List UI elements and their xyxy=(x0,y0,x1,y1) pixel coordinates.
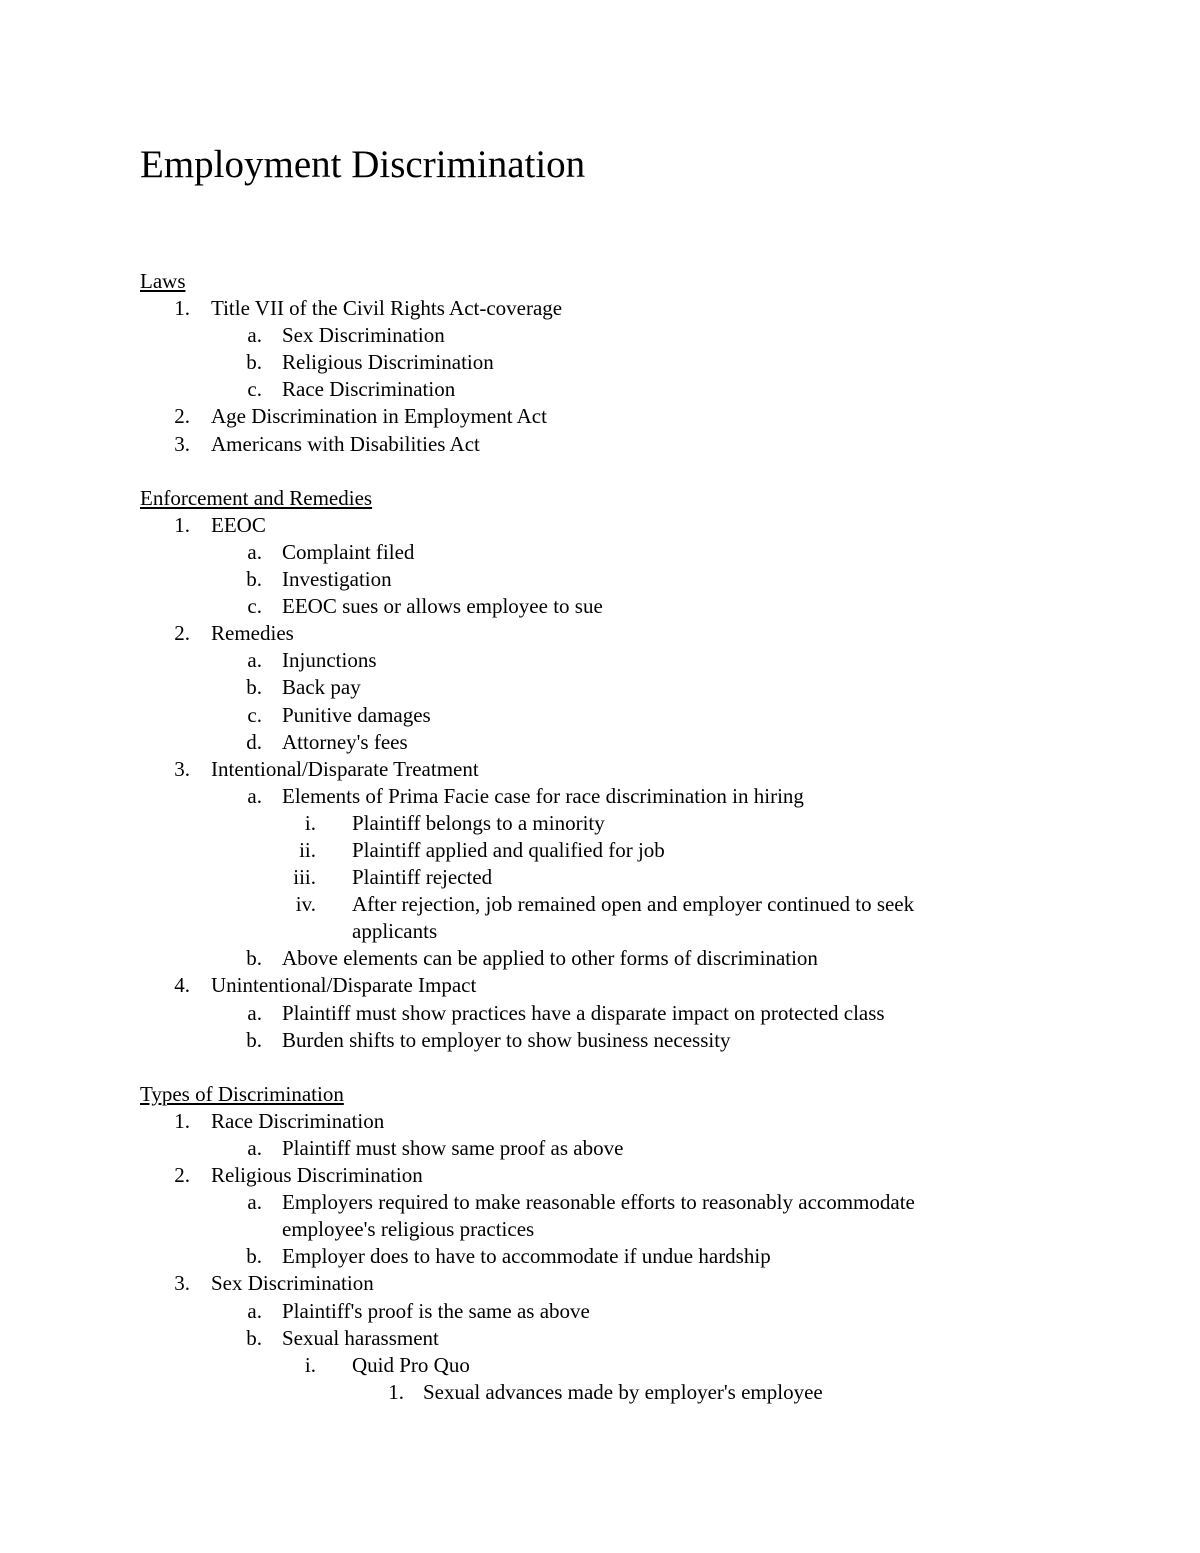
list-marker: 1. xyxy=(388,1379,404,1404)
list-item-text-continuation: employee's religious practices xyxy=(282,1217,535,1242)
list-item xyxy=(140,1243,1020,1270)
list-item-text: Plaintiff rejected xyxy=(352,865,493,890)
list-marker: 1. xyxy=(174,512,190,537)
list-marker: i. xyxy=(304,810,316,835)
list-item-text: Race Discrimination xyxy=(211,1108,385,1133)
list-marker: c. xyxy=(247,702,262,727)
list-item xyxy=(140,1270,1020,1297)
list-marker: b. xyxy=(246,946,262,971)
list-marker: a. xyxy=(247,1000,262,1025)
list-marker: 4. xyxy=(174,973,190,998)
list-marker: b. xyxy=(246,1027,262,1052)
list-item-text: Plaintiff applied and qualified for job xyxy=(352,837,665,862)
list-item-text: Plaintiff must show same proof as above xyxy=(282,1136,624,1160)
list-item xyxy=(140,403,1020,430)
list-item xyxy=(140,431,1020,458)
list-marker: iii. xyxy=(293,865,316,890)
document-body xyxy=(140,268,1020,1406)
list-item-continuation xyxy=(140,1216,1020,1243)
list-item xyxy=(140,674,1020,701)
list-item xyxy=(140,566,1020,593)
list-item xyxy=(140,1298,1020,1325)
list-item-text: Americans with Disabilities Act xyxy=(211,431,480,456)
list-item-text: Title VII of the Civil Rights Act-coverage xyxy=(211,296,563,321)
list-item xyxy=(140,1352,1020,1379)
list-item xyxy=(140,322,1020,349)
list-item xyxy=(140,729,1020,756)
list-marker: 3. xyxy=(174,756,190,781)
list-marker: c. xyxy=(247,594,262,619)
list-item-text: Remedies xyxy=(211,621,294,646)
list-item-text: Injunctions xyxy=(282,648,377,673)
list-item-text: Religious Discrimination xyxy=(282,350,494,375)
section-heading: Types of Discrimination xyxy=(140,1081,344,1106)
section-spacer xyxy=(140,458,1020,485)
list-marker: a. xyxy=(247,323,262,348)
list-item-text: Sex Discrimination xyxy=(282,323,445,348)
list-item-text: EEOC xyxy=(211,512,266,537)
list-marker: b. xyxy=(246,675,262,700)
list-marker: a. xyxy=(247,539,262,564)
list-marker: d. xyxy=(246,729,262,754)
list-item-text: Sexual harassment xyxy=(282,1325,439,1350)
list-item xyxy=(140,1379,1020,1406)
list-item xyxy=(140,702,1020,729)
list-marker: a. xyxy=(247,783,262,808)
list-item xyxy=(140,512,1020,539)
list-marker: i. xyxy=(304,1352,316,1377)
list-marker: a. xyxy=(247,1190,262,1215)
list-item-text: EEOC sues or allows employee to sue xyxy=(282,594,603,619)
list-item xyxy=(140,891,1020,918)
list-item-text: Unintentional/Disparate Impact xyxy=(211,973,477,998)
list-item-text-continuation: applicants xyxy=(352,919,438,944)
list-item xyxy=(140,593,1020,620)
list-item xyxy=(140,376,1020,403)
list-item xyxy=(140,295,1020,322)
list-marker: 1. xyxy=(174,1108,190,1133)
list-item-continuation xyxy=(140,918,1020,945)
list-item xyxy=(140,1027,1020,1054)
list-item xyxy=(140,1135,1020,1162)
list-item-text: Age Discrimination in Employment Act xyxy=(211,404,547,429)
list-item xyxy=(140,647,1020,674)
list-marker: ii. xyxy=(299,837,316,862)
list-item-text: Elements of Prima Facie case for race discrimination in hiring xyxy=(282,783,804,808)
list-marker: a. xyxy=(247,648,262,673)
list-item xyxy=(140,783,1020,810)
list-item-text: Sex Discrimination xyxy=(211,1271,374,1296)
list-item-text: After rejection, job remained open and employer continued to seek xyxy=(352,892,915,917)
list-marker: 2. xyxy=(174,621,190,646)
list-item xyxy=(140,1162,1020,1189)
list-item xyxy=(140,756,1020,783)
list-item-text: Plaintiff belongs to a minority xyxy=(352,810,605,835)
section-heading: Laws xyxy=(140,269,186,293)
list-item-text: Attorney's fees xyxy=(282,729,408,754)
list-item-text: Religious Discrimination xyxy=(211,1163,423,1188)
list-marker: a. xyxy=(247,1136,262,1160)
section-heading: Enforcement and Remedies xyxy=(140,485,373,510)
list-marker: a. xyxy=(247,1298,262,1323)
list-item xyxy=(140,1189,1020,1216)
list-marker: 3. xyxy=(174,1271,190,1296)
list-item-text: Plaintiff must show practices have a disparate impact on protected class xyxy=(282,1000,885,1025)
list-marker: b. xyxy=(246,1325,262,1350)
list-item xyxy=(140,810,1020,837)
list-item-text: Employer does to have to accommodate if undue hardship xyxy=(282,1244,771,1269)
list-item-text: Punitive damages xyxy=(282,702,431,727)
list-marker: iv. xyxy=(295,892,316,917)
list-item-text: Intentional/Disparate Treatment xyxy=(211,756,479,781)
list-item-text: Above elements can be applied to other forms of discrimination xyxy=(282,946,818,971)
list-marker: b. xyxy=(246,1244,262,1269)
list-item xyxy=(140,620,1020,647)
section-spacer xyxy=(140,1054,1020,1081)
list-item-text: Sexual advances made by employer's employee xyxy=(423,1379,823,1404)
list-marker: 2. xyxy=(174,404,190,429)
list-marker: b. xyxy=(246,350,262,375)
list-item-text: Plaintiff's proof is the same as above xyxy=(282,1298,590,1323)
list-item xyxy=(140,1108,1020,1135)
list-marker: 1. xyxy=(174,296,190,321)
list-item-text: Quid Pro Quo xyxy=(352,1352,470,1377)
list-item xyxy=(140,972,1020,999)
list-item xyxy=(140,864,1020,891)
list-marker: 2. xyxy=(174,1163,190,1188)
list-item-text: Investigation xyxy=(282,567,392,592)
list-item xyxy=(140,349,1020,376)
list-item-text: Employers required to make reasonable efforts to reasonably accommodate xyxy=(282,1190,915,1215)
list-item-text: Complaint filed xyxy=(282,539,415,564)
list-item xyxy=(140,837,1020,864)
list-marker: 3. xyxy=(174,431,190,456)
list-marker: c. xyxy=(247,377,262,402)
list-item xyxy=(140,1000,1020,1027)
list-item-text: Burden shifts to employer to show business necessity xyxy=(282,1027,731,1052)
list-item-text: Back pay xyxy=(282,675,361,700)
list-item xyxy=(140,1325,1020,1352)
list-marker: b. xyxy=(246,567,262,592)
list-item xyxy=(140,945,1020,972)
list-item-text: Race Discrimination xyxy=(282,377,456,402)
list-item xyxy=(140,539,1020,566)
document-title: Employment Discrimination xyxy=(140,143,586,186)
